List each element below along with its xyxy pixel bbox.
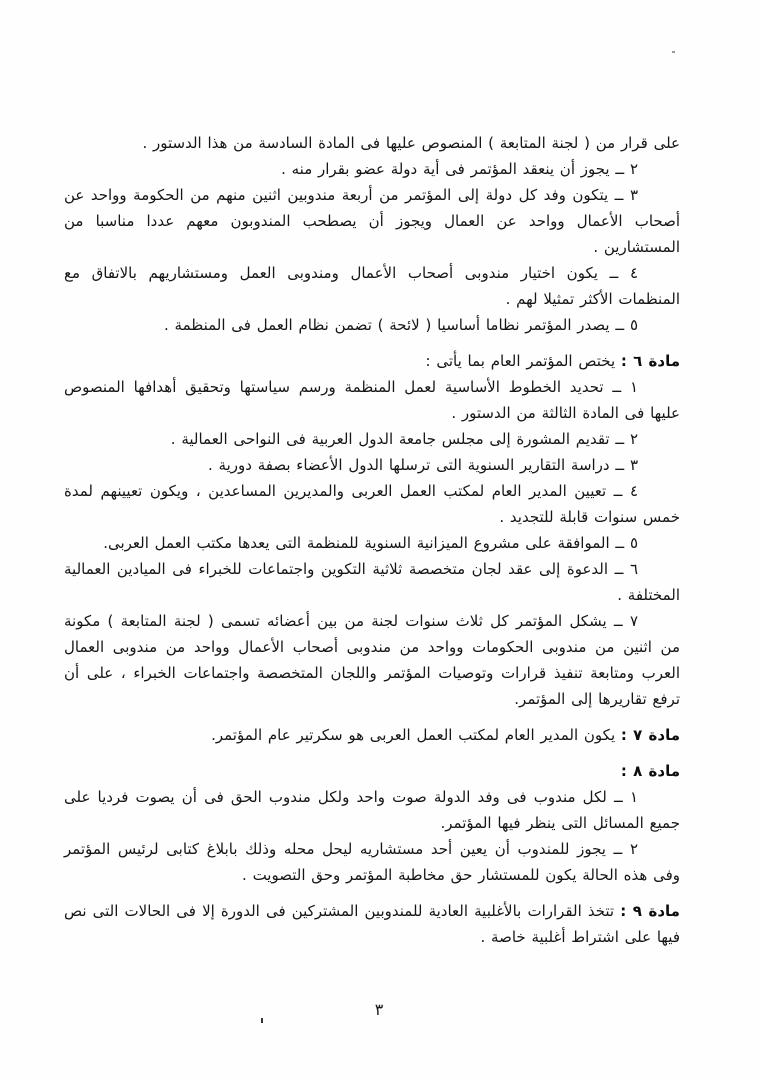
article-label: مادة ٦ : (620, 352, 680, 370)
article-heading-9 (64, 898, 680, 950)
list-item: ٦ ــ الدعوة إلى عقد لجان متخصصة ثلاثية التكوين واجتماعات للخبراء فى الميادين العمالية المختلفة . (64, 560, 680, 604)
article-label: مادة ٨ : (620, 762, 680, 780)
list-item: ٧ ــ يشكل المؤتمر كل ثلاث سنوات لجنة من بين أعضائه تسمى ( لجنة المتابعة ) مكونة من اثنين من مندوبى الحكومات وواحد من مندوبى أصحاب الأعمال وواحد من مندوبى العمال العرب ومتابعة تنفيذ قرارات وتوصيات المؤتمر واللجان المتخصصة واجتماعات الخبراء ، على أن ترفع تقاريرها إلى المؤتمر. (64, 612, 680, 708)
text-body (64, 130, 680, 950)
article-heading-7 (64, 722, 680, 748)
page-number: ٣ (374, 1000, 384, 1019)
article-text: يختص المؤتمر العام بما يأتى : (425, 352, 616, 370)
article-text: تتخذ القرارات بالأغلبية العادية للمندوبين المشتركين فى الدورة إلا فى الحالات التى نص فيها على اشتراط أغلبية خاصة . (64, 902, 680, 946)
scan-artifact (672, 51, 675, 53)
list-item: ٢ ــ يجوز أن ينعقد المؤتمر فى أية دولة عضو بقرار منه . (281, 160, 638, 178)
article-heading-8 (64, 758, 680, 784)
list-item: ٣ ــ دراسة التقارير السنوية التى ترسلها الدول الأعضاء بصفة دورية . (208, 456, 638, 474)
list-item: ٤ ــ يكون اختيار مندوبى أصحاب الأعمال ومندوبى العمل ومستشاريهم بالاتفاق مع المنظمات الأكثر تمثيلا لهم . (64, 264, 680, 308)
list-item: ٢ ــ تقديم المشورة إلى مجلس جامعة الدول العربية فى النواحى العمالية . (170, 430, 638, 448)
scan-artifact (261, 1018, 263, 1023)
article-heading-6 (64, 348, 680, 374)
list-item: ١ ــ لكل مندوب فى وفد الدولة صوت واحد ولكل مندوب الحق فى أن يصوت فرديا على جميع المسائل التى ينظر فيها المؤتمر. (64, 788, 680, 832)
list-item: ٣ ــ يتكون وفد كل دولة إلى المؤتمر من أربعة مندوبين اثنين منهم من الحكومة وواحد عن أصحاب الأعمال وواحد عن العمال ويجوز أن يصطحب المندوبون معهم عددا مناسبا من المستشارين . (64, 186, 680, 256)
list-item: ٤ ــ تعيين المدير العام لمكتب العمل العربى والمديرين المساعدين ، ويكون تعيينهم لمدة خمس سنوات قابلة للتجديد . (64, 482, 680, 526)
list-item: ٢ ــ يجوز للمندوب أن يعين أحد مستشاريه ليحل محله وذلك بابلاغ كتابى لرئيس المؤتمر وفى هذه الحالة يكون للمستشار حق مخاطبة المؤتمر وحق التصويت . (64, 840, 680, 884)
article-text: يكون المدير العام لمكتب العمل العربى هو سكرتير عام المؤتمر. (211, 726, 616, 744)
article-label: مادة ٩ : (620, 902, 680, 920)
paragraph-continuation: على قرار من ( لجنة المتابعة ) المنصوص عليها فى المادة السادسة من هذا الدستور . (142, 134, 680, 152)
list-item: ٥ ــ الموافقة على مشروع الميزانية السنوية للمنظمة التى يعدها مكتب العمل العربى. (103, 534, 638, 552)
list-item: ١ ــ تحديد الخطوط الأساسية لعمل المنظمة ورسم سياستها وتحقيق أهدافها المنصوص عليها فى المادة الثالثة من الدستور . (64, 378, 680, 422)
article-label: مادة ٧ : (620, 726, 680, 744)
list-item: ٥ ــ يصدر المؤتمر نظاما أساسيا ( لائحة ) تضمن نظام العمل فى المنظمة . (164, 316, 638, 334)
